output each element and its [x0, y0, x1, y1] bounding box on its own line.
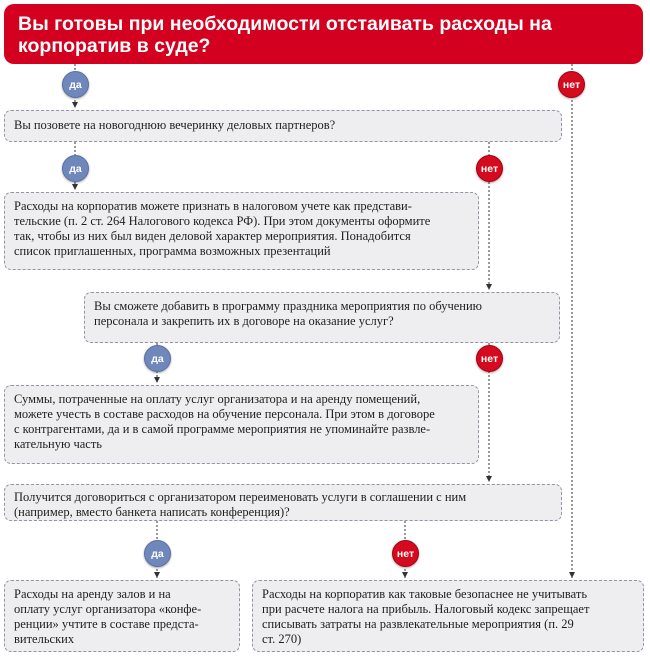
header-question: Вы готовы при необходимости отстаивать расходы на корпоратив в суде? — [18, 13, 552, 57]
arrow-7 — [154, 572, 160, 578]
node-answer-representative-text: Расходы на корпоратив можете признать в налоговом учете как представи- тельские (п. 2 ст. 264 Налогового кодекса РФ). При этом документы оформите так, чтобы из них был виден деловой характер мероприятия. Понадобится список приглашенных, программа возможных презентаций — [14, 199, 431, 258]
node-answer-no-deduction — [252, 580, 644, 652]
node-question-training-text: Вы сможете добавить в программу праздника мероприятия по обучению персонала и закрепить их в договоре на оказание услуг? — [94, 299, 483, 328]
badge-no-2: нет — [476, 155, 503, 182]
node-answer-representative — [4, 192, 479, 270]
node-question-rename-text: Получится договориться с организатором переименовать услуги в соглашении с ним (например, вместо банкета написать конференция)? — [14, 490, 467, 519]
badge-no-4: нет — [392, 540, 419, 567]
arrow-3 — [72, 184, 78, 190]
arrow-4 — [486, 284, 492, 290]
node-question-rename — [4, 484, 562, 521]
node-answer-training-text: Суммы, потраченные на оплату услуг организатора и на аренду помещений, можете учесть в составе расходов на обучение персонала. При этом в договоре с контрагентами, да и в самой программе мероприятия не упоминайте развле- кательную часть — [14, 392, 435, 451]
badge-yes-4: да — [144, 540, 171, 567]
node-answer-training — [4, 385, 479, 464]
badge-no-1: нет — [558, 71, 585, 98]
badge-yes-1: да — [62, 71, 89, 98]
arrow-6 — [486, 476, 492, 482]
arrow-5 — [154, 377, 160, 383]
node-question-partners-text: Вы позовете на новогоднюю вечеринку деловых партнеров? — [14, 118, 336, 132]
node-question-training — [84, 292, 560, 343]
arrow-2 — [72, 102, 78, 108]
arrow-8 — [402, 572, 408, 578]
node-answer-conference-text: Расходы на аренду залов и на оплату услуг организатора «конфе- ренции» учтите в составе предста- вительских — [14, 587, 202, 646]
node-question-partners — [4, 110, 562, 142]
header-question-banner — [4, 4, 643, 64]
node-answer-conference — [4, 580, 240, 652]
badge-yes-2: да — [62, 155, 89, 182]
badge-no-3: нет — [476, 345, 503, 372]
badge-yes-3: да — [144, 345, 171, 372]
node-answer-no-deduction-text: Расходы на корпоратив как таковые безопаснее не учитывать при расчете налога на прибыль. Налоговый кодекс запрещает списывать затраты на развлекательные мероприятия (п. 29 ст. 270) — [262, 587, 590, 646]
arrow-1 — [569, 572, 575, 578]
